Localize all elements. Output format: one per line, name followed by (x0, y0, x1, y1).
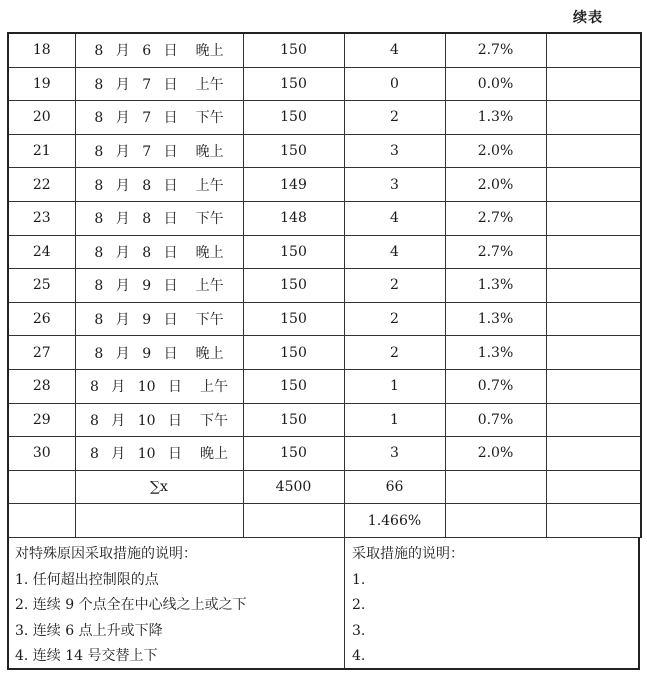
date-period-cell (75, 235, 243, 269)
sum-row (8, 470, 641, 504)
date-text: 8 月 7 日 (94, 144, 178, 161)
measures-item: 1. (352, 571, 366, 588)
period-text: 下午 (200, 412, 229, 429)
remark-cell (546, 235, 641, 269)
sample-total-cell: 4500 (243, 470, 344, 504)
period-text: 晚上 (195, 144, 224, 161)
defect-count-cell: 3 (344, 168, 445, 202)
date-period-cell (75, 302, 243, 336)
period-text: 晚上 (195, 244, 224, 261)
period-text: 上午 (200, 379, 229, 396)
sum-label-cell: ∑x (75, 470, 243, 504)
date-period-cell (75, 201, 243, 235)
date-text: 8 月 9 日 (94, 312, 178, 329)
sample-size-cell: 149 (243, 168, 344, 202)
period-text: 下午 (195, 110, 224, 127)
defect-count-cell: 1 (344, 403, 445, 437)
remark-cell (546, 67, 641, 101)
special-causes-notes (9, 538, 345, 668)
row-number-cell: 25 (8, 269, 75, 303)
date-period-cell (75, 269, 243, 303)
date-period-cell (75, 67, 243, 101)
date-text: 8 月 8 日 (94, 244, 178, 261)
remark-cell (546, 403, 641, 437)
table-row (8, 403, 641, 437)
date-text: 8 月 10 日 (89, 412, 183, 429)
empty-cell (243, 504, 344, 538)
sample-size-cell: 148 (243, 201, 344, 235)
special-causes-item: 4. 连续 14 号交替上下 (15, 648, 158, 664)
measures-item: 3. (352, 622, 366, 639)
sample-size-cell: 150 (243, 134, 344, 168)
row-number-cell: 24 (8, 235, 75, 269)
defect-rate-cell: 2.0% (445, 168, 546, 202)
measures-item: 4. (352, 648, 366, 664)
sample-size-cell: 150 (243, 235, 344, 269)
date-text: 8 月 8 日 (94, 177, 178, 194)
defect-rate-cell: 0.7% (445, 403, 546, 437)
empty-cell (546, 470, 641, 504)
period-text: 下午 (195, 312, 224, 329)
average-rate-cell: 1.466% (344, 504, 445, 538)
table-row (8, 101, 641, 135)
remark-cell (546, 168, 641, 202)
date-period-cell (75, 336, 243, 370)
date-period-cell (75, 33, 243, 67)
defect-count-cell: 2 (344, 101, 445, 135)
defect-count-cell: 4 (344, 33, 445, 67)
row-number-cell: 18 (8, 33, 75, 67)
period-text: 上午 (195, 76, 224, 93)
defect-count-cell: 3 (344, 437, 445, 471)
period-text: 下午 (195, 211, 224, 228)
table-row (8, 134, 641, 168)
empty-cell (75, 504, 243, 538)
notes-section (7, 537, 640, 670)
defect-count-cell: 2 (344, 336, 445, 370)
table-row (8, 33, 641, 67)
row-number-cell: 26 (8, 302, 75, 336)
date-text: 8 月 7 日 (94, 76, 178, 93)
table-row (8, 201, 641, 235)
data-table-body (8, 33, 641, 537)
defect-rate-cell: 1.3% (445, 101, 546, 135)
defect-rate-cell: 1.3% (445, 302, 546, 336)
special-causes-item: 2. 连续 9 个点全在中心线之上或之下 (15, 597, 247, 613)
defect-rate-cell: 2.7% (445, 201, 546, 235)
date-period-cell (75, 134, 243, 168)
sample-size-cell: 150 (243, 33, 344, 67)
table-row (8, 168, 641, 202)
remark-cell (546, 101, 641, 135)
defect-count-cell: 3 (344, 134, 445, 168)
special-causes-title: 对特殊原因采取措施的说明： (15, 546, 197, 562)
remark-cell (546, 437, 641, 471)
defect-rate-cell: 1.3% (445, 336, 546, 370)
defect-count-cell: 4 (344, 235, 445, 269)
measures-item: 2. (352, 597, 366, 613)
table-row (8, 302, 641, 336)
table-row (8, 437, 641, 471)
row-number-cell: 30 (8, 437, 75, 471)
table-row (8, 336, 641, 370)
defect-rate-cell: 2.0% (445, 134, 546, 168)
empty-cell (8, 504, 75, 538)
period-text: 上午 (195, 278, 224, 295)
date-text: 8 月 10 日 (89, 379, 183, 396)
period-text: 晚上 (200, 446, 229, 463)
date-text: 8 月 6 日 (94, 43, 178, 60)
date-period-cell (75, 403, 243, 437)
sample-size-cell: 150 (243, 67, 344, 101)
average-row (8, 504, 641, 538)
period-text: 晚上 (195, 345, 224, 362)
remark-cell (546, 369, 641, 403)
defects-total-cell: 66 (344, 470, 445, 504)
remark-cell (546, 336, 641, 370)
continued-table-label: 续表 (573, 10, 603, 26)
date-text: 8 月 9 日 (94, 345, 178, 362)
defect-rate-cell: 1.3% (445, 269, 546, 303)
table-row (8, 269, 641, 303)
sample-size-cell: 150 (243, 302, 344, 336)
defect-rate-cell: 2.7% (445, 33, 546, 67)
row-number-cell: 28 (8, 369, 75, 403)
remark-cell (546, 33, 641, 67)
row-number-cell: 19 (8, 67, 75, 101)
sample-size-cell: 150 (243, 336, 344, 370)
row-number-cell: 29 (8, 403, 75, 437)
sample-size-cell: 150 (243, 369, 344, 403)
date-text: 8 月 7 日 (94, 110, 178, 127)
data-table (7, 32, 642, 538)
row-number-cell: 27 (8, 336, 75, 370)
date-period-cell (75, 168, 243, 202)
defect-rate-cell: 0.7% (445, 369, 546, 403)
empty-cell (445, 504, 546, 538)
defect-count-cell: 0 (344, 67, 445, 101)
defect-count-cell: 4 (344, 201, 445, 235)
row-number-cell: 21 (8, 134, 75, 168)
special-causes-item: 3. 连续 6 点上升或下降 (15, 622, 163, 639)
defect-rate-cell: 2.7% (445, 235, 546, 269)
remark-cell (546, 269, 641, 303)
row-number-cell: 20 (8, 101, 75, 135)
sample-size-cell: 150 (243, 437, 344, 471)
sample-size-cell: 150 (243, 269, 344, 303)
defect-count-cell: 2 (344, 302, 445, 336)
period-text: 上午 (195, 177, 224, 194)
date-period-cell (75, 437, 243, 471)
row-number-cell: 22 (8, 168, 75, 202)
date-text: 8 月 9 日 (94, 278, 178, 295)
period-text: 晚上 (195, 43, 224, 60)
remark-cell (546, 302, 641, 336)
sample-size-cell: 150 (243, 101, 344, 135)
table-row (8, 235, 641, 269)
empty-cell (546, 504, 641, 538)
date-text: 8 月 8 日 (94, 211, 178, 228)
empty-cell (445, 470, 546, 504)
date-period-cell (75, 369, 243, 403)
date-text: 8 月 10 日 (89, 446, 183, 463)
date-period-cell (75, 101, 243, 135)
sample-size-cell: 150 (243, 403, 344, 437)
remark-cell (546, 201, 641, 235)
measures-notes (345, 538, 638, 668)
measures-title: 采取措施的说明： (352, 546, 464, 562)
remark-cell (546, 134, 641, 168)
defect-count-cell: 1 (344, 369, 445, 403)
empty-cell (8, 470, 75, 504)
special-causes-item: 1. 任何超出控制限的点 (15, 571, 159, 588)
defect-rate-cell: 2.0% (445, 437, 546, 471)
row-number-cell: 23 (8, 201, 75, 235)
table-row (8, 369, 641, 403)
defect-rate-cell: 0.0% (445, 67, 546, 101)
table-row (8, 67, 641, 101)
defect-count-cell: 2 (344, 269, 445, 303)
